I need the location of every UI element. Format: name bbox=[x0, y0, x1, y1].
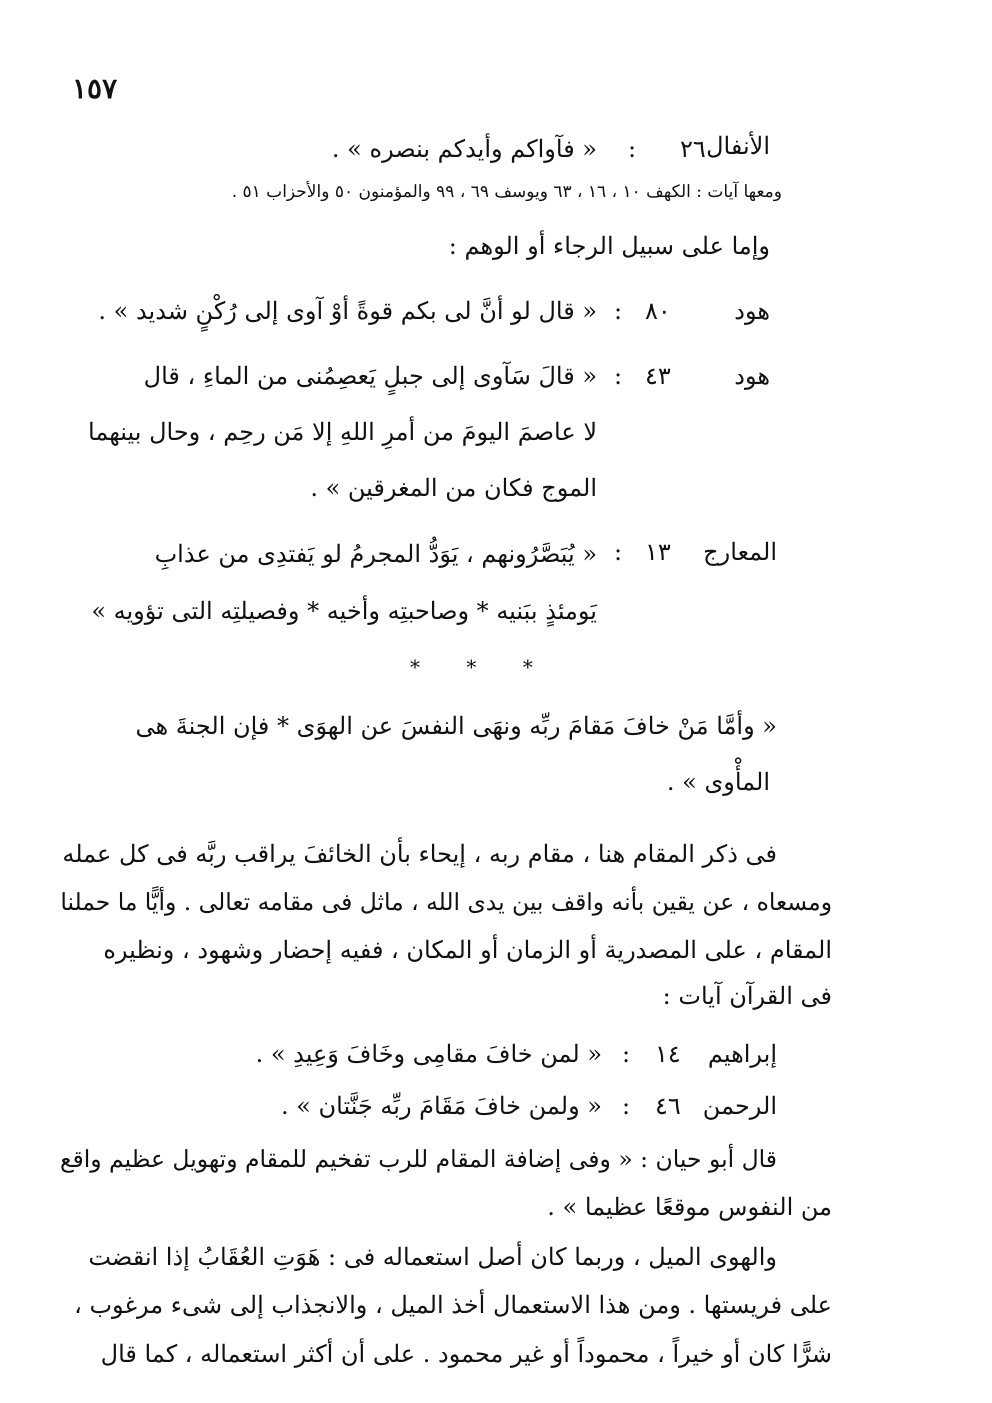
paragraph-line: من النفوس موقعًا عظيما » . bbox=[547, 1193, 832, 1221]
footnote-related-verses: ومعها آيات : الكهف ١٠ ، ١٦ ، ٦٣ ويوسف ٦٩ ، ٩٩ والمؤمنون ٥٠ والأحزاب ٥١ . bbox=[231, 182, 782, 202]
sura-name: هود bbox=[734, 362, 770, 390]
quran-verse: « لمن خافَ مقامِى وخَافَ وَعِيدِ » . bbox=[255, 1040, 602, 1068]
page-number: ١٥٧ bbox=[72, 72, 118, 105]
intro-text: وإما على سبيل الرجاء أو الوهم : bbox=[448, 232, 770, 260]
quran-verse-line: « قالَ سَآوى إلى جبلٍ يَعصِمُنى من الماءِ ، قال bbox=[143, 362, 597, 390]
quran-verse-line: « يُبَصَّرُونهم ، يَوَدُّ المجرمُ لو يَفتدِى من عذابِ bbox=[154, 540, 597, 568]
separator: : bbox=[614, 362, 623, 390]
verse-number: ٤٣ bbox=[645, 362, 671, 390]
main-quran-verse-line: المأْوى » . bbox=[666, 768, 770, 796]
quran-verse: « ولمن خافَ مَقَامَ ربِّه جَنَّتان » . bbox=[280, 1092, 602, 1120]
separator: : bbox=[622, 1040, 631, 1068]
quran-verse-line: الموج فكان من المغرقين » . bbox=[310, 474, 597, 502]
sura-name: المعارج bbox=[703, 538, 777, 566]
separator: : bbox=[614, 297, 623, 325]
paragraph-line: المقام ، على المصدرية أو الزمان أو المكان ، ففيه إحضار وشهود ، ونظيره bbox=[103, 936, 832, 964]
paragraph-line: فى ذكر المقام هنا ، مقام ربه ، إيحاء بأن الخائفَ يراقب ربَّه فى كل عمله bbox=[62, 840, 777, 868]
separator: : bbox=[622, 1092, 631, 1120]
verse-number: ٢٦ bbox=[680, 135, 706, 163]
paragraph-line: والهوى الميل ، وربما كان أصل استعماله فى : هَوَتِ العُقَابُ إذا انقضت bbox=[88, 1243, 777, 1271]
verse-number: ٨٠ bbox=[645, 297, 671, 325]
separator: : bbox=[614, 538, 623, 566]
verse-number: ١٣ bbox=[645, 538, 671, 566]
quran-verse-line: يَومئذٍ ببَنيه * وصاحبتِه وأخيه * وفصيلتِه التى تؤويه » bbox=[91, 597, 597, 625]
paragraph-line: فى القرآن آيات : bbox=[662, 982, 832, 1010]
separator: : bbox=[628, 135, 637, 163]
verse-number: ٤٦ bbox=[655, 1092, 681, 1120]
sura-name: الأنفال bbox=[706, 132, 770, 160]
paragraph-line: شرًّا كان أو خيراً ، محموداً أو غير محمود . على أن أكثر استعماله ، كما قال bbox=[100, 1340, 832, 1368]
paragraph-line: قال أبو حيان : « وفى إضافة المقام للرب تفخيم للمقام وتهويل عظيم واقع bbox=[59, 1145, 777, 1173]
sura-name: إبراهيم bbox=[707, 1040, 777, 1068]
quran-verse: « فآواكم وأيدكم بنصره » . bbox=[331, 135, 597, 163]
main-quran-verse-line: « وأمَّا مَنْ خافَ مَقامَ ربِّه ونهَى النفسَ عن الهوَى * فإن الجنةَ هى bbox=[135, 712, 777, 740]
paragraph-line: ومسعاه ، عن يقين بأنه واقف بين يدى الله ، ماثل فى مقامه تعالى . وأيًّا ما حملنا bbox=[60, 888, 832, 916]
section-separator: * * * bbox=[410, 655, 553, 679]
quran-verse-line: لا عاصمَ اليومَ من أمرِ اللهِ إلا مَن رحِم ، وحال بينهما bbox=[88, 418, 597, 446]
verse-number: ١٤ bbox=[655, 1040, 681, 1068]
quran-verse: « قال لو أنَّ لى بكم قوةً أوْ آوى إلى رُكْنٍ شديد » . bbox=[98, 297, 597, 325]
sura-name: هود bbox=[734, 297, 770, 325]
sura-name: الرحمن bbox=[702, 1092, 777, 1120]
paragraph-line: على فريستها . ومن هذا الاستعمال أخذ الميل ، والانجذاب إلى شىء مرغوب ، bbox=[74, 1291, 832, 1319]
